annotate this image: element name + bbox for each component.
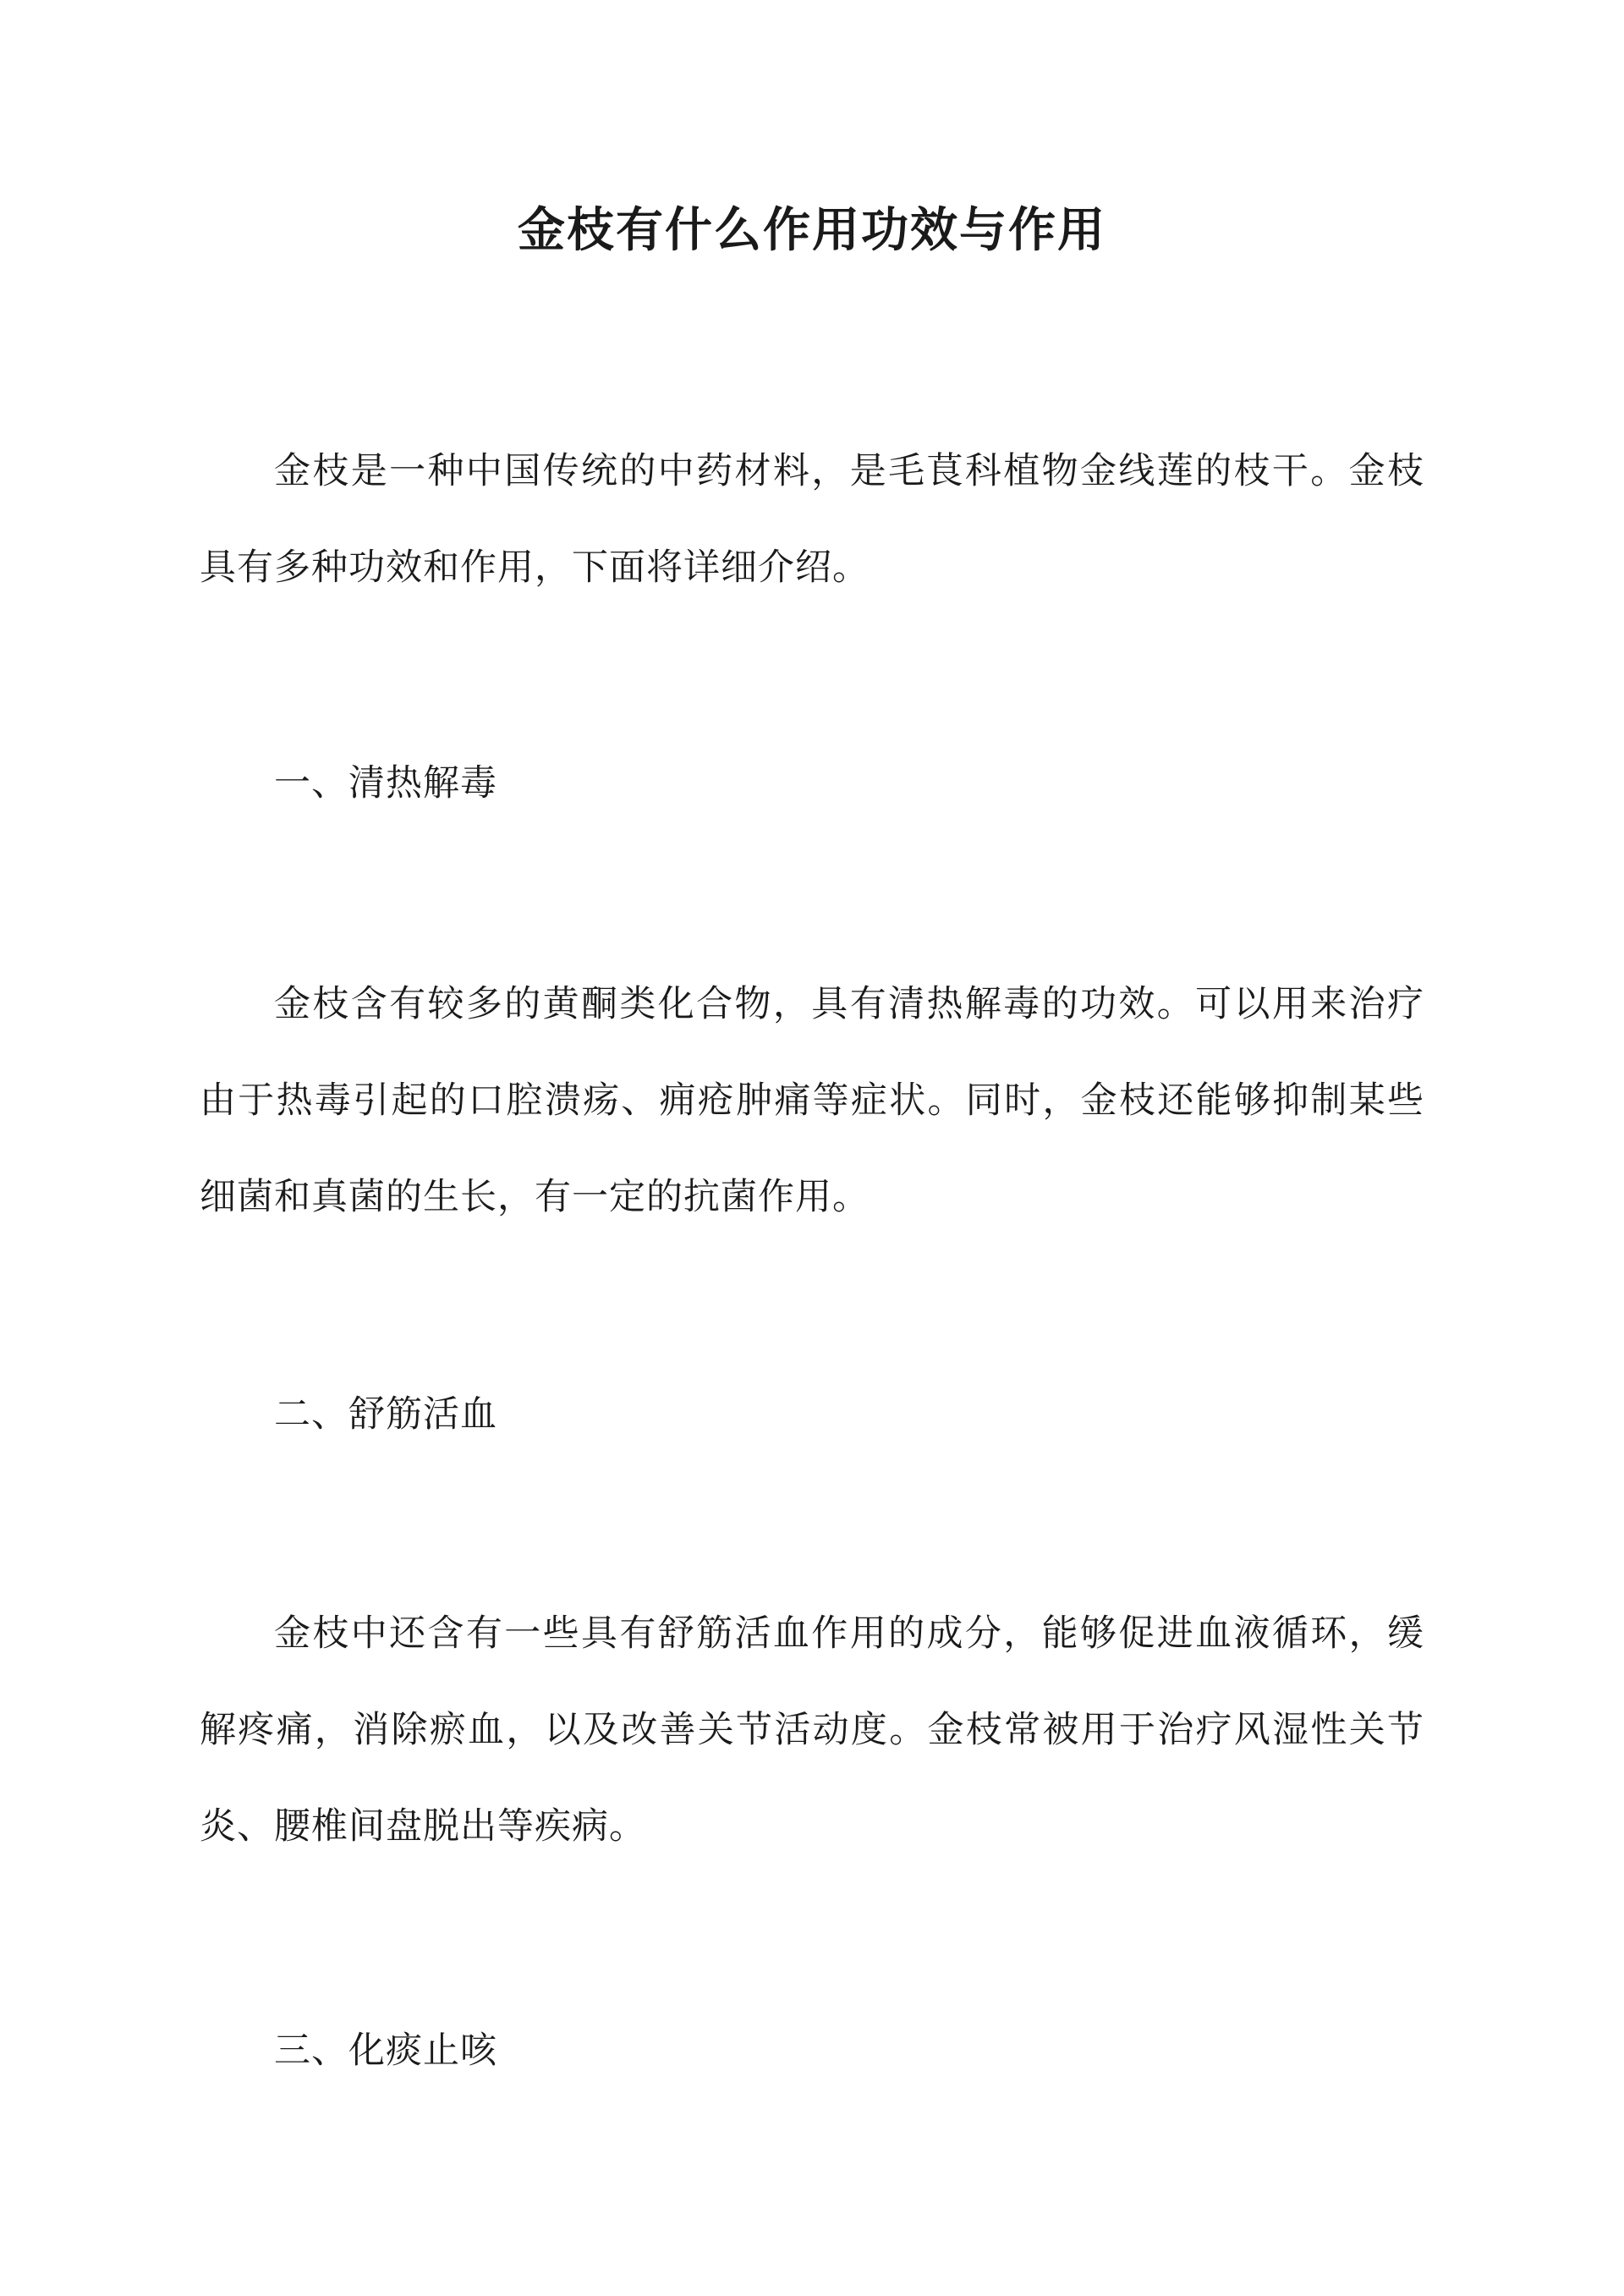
document-title: 金枝有什么作用功效与作用 — [518, 202, 1106, 258]
section-heading-2: 二、舒筋活血 — [274, 1393, 497, 1436]
section-body-2: 金枝中还含有一些具有舒筋活血作用的成分，能够促进血液循环，缓解疼痛，消除瘀血，以及改善关节活动度。金枝常被用于治疗风湿性关节炎、腰椎间盘脱出等疾病。 — [200, 1612, 1424, 1848]
section-body-1: 金枝含有较多的黄酮类化合物，具有清热解毒的功效。可以用来治疗由于热毒引起的口腔溃疡、痈疮肿痛等症状。同时，金枝还能够抑制某些细菌和真菌的生长，有一定的抗菌作用。 — [200, 983, 1424, 1218]
section-heading-1: 一、清热解毒 — [274, 762, 497, 805]
intro-paragraph: 金枝是一种中国传统的中药材料，是毛茛科植物金线莲的枝干。金枝具有多种功效和作用，下面将详细介绍。 — [200, 450, 1424, 589]
section-heading-3: 三、化痰止咳 — [274, 2030, 497, 2072]
